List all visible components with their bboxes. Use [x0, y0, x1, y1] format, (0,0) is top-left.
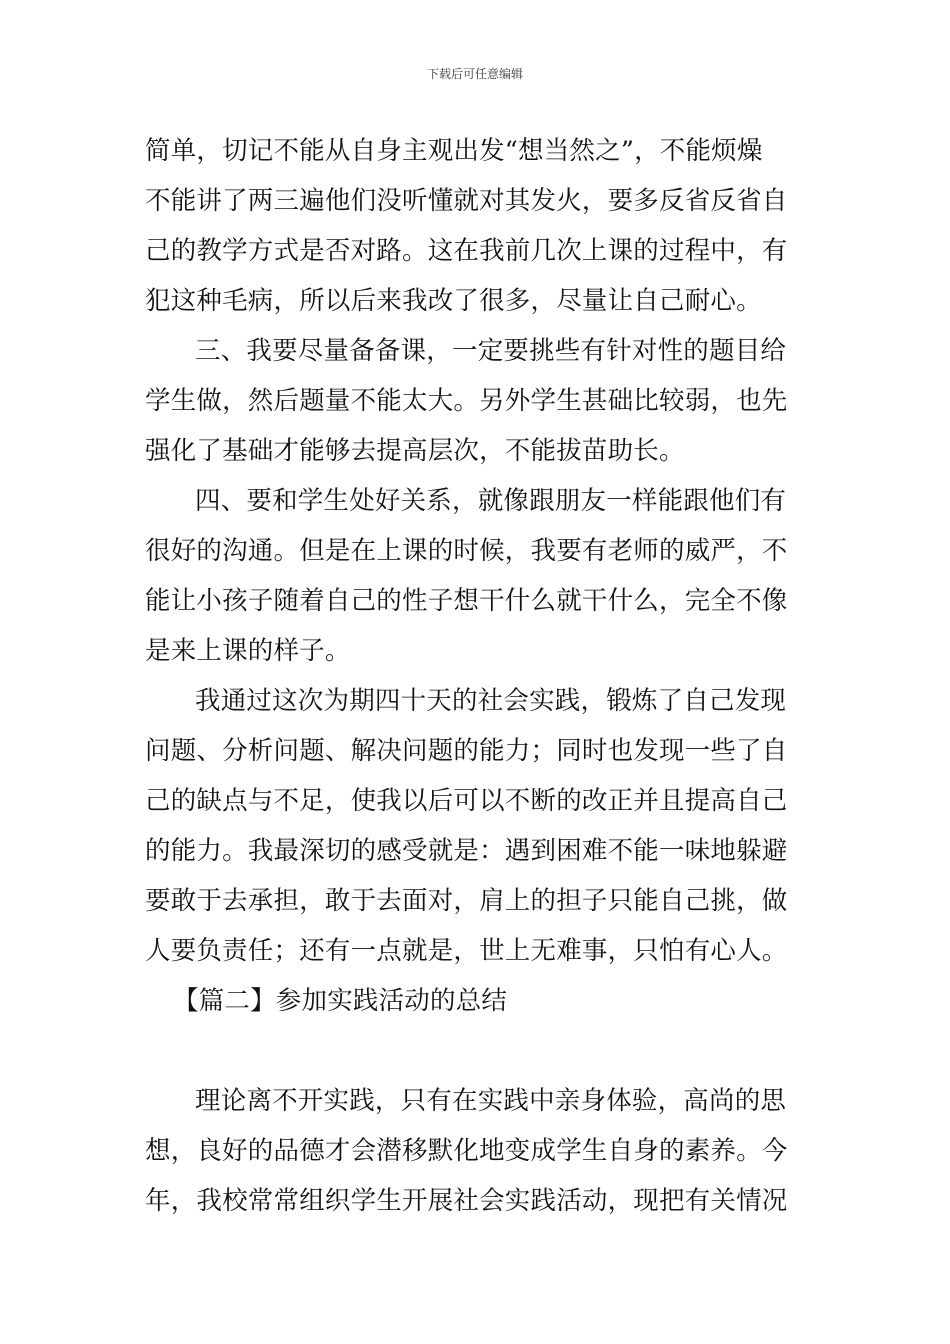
- body-line: 很好的沟通。但是在上课的时候，我要有老师的威严，不: [145, 536, 788, 566]
- body-line: 学生做，然后题量不能太大。另外学生甚础比较弱，也先: [145, 386, 788, 416]
- paragraph-start-line: 四、要和学生处好关系，就像跟朋友一样能跟他们有: [195, 486, 787, 516]
- body-line: 己的缺点与不足，使我以后可以不断的改正并且提高自己: [145, 786, 788, 816]
- body-line: 问题、分析问题、解决问题的能力；同时也发现一些了自: [145, 736, 788, 766]
- paragraph-start-line: 我通过这次为期四十天的社会实践，锻炼了自己发现: [195, 686, 787, 716]
- page-header-note: 下载后可任意编辑: [426, 67, 523, 81]
- body-line: 人要负责任；还有一点就是，世上无难事，只怕有心人。: [145, 936, 788, 966]
- body-line: 想，良好的品德才会潜移默化地变成学生自身的素养。今: [145, 1136, 788, 1166]
- body-line: 不能讲了两三遍他们没听懂就对其发火，要多反省反省自: [145, 186, 788, 216]
- body-line: 要敢于去承担，敢于去面对，肩上的担子只能自己挑，做: [145, 886, 788, 916]
- body-line: 年，我校常常组织学生开展社会实践活动，现把有关情况: [145, 1186, 788, 1216]
- body-line: 强化了基础才能够去提高层次，不能拔苗助长。: [145, 436, 685, 466]
- body-line: 能让小孩子随着自己的性子想干什么就干什么，完全不像: [145, 586, 788, 616]
- body-line: 简单，切记不能从自身主观出发“想当然之”，不能烦燥: [145, 136, 763, 166]
- paragraph-start-line: 理论离不开实践，只有在实践中亲身体验，高尚的思: [195, 1086, 787, 1116]
- body-line: 的能力。我最深切的感受就是：遇到困难不能一味地躲避: [145, 836, 788, 866]
- body-line: 是来上课的样子。: [145, 636, 351, 666]
- section-heading: 【篇二】参加实践活动的总结: [173, 986, 508, 1016]
- body-line: 己的教学方式是否对路。这在我前几次上课的过程中，有: [145, 236, 788, 266]
- paragraph-start-line: 三、我要尽量备备课，一定要挑些有针对性的题目给: [195, 336, 787, 366]
- body-line: 犯这种毛病，所以后来我改了很多，尽量让自己耐心。: [145, 286, 762, 316]
